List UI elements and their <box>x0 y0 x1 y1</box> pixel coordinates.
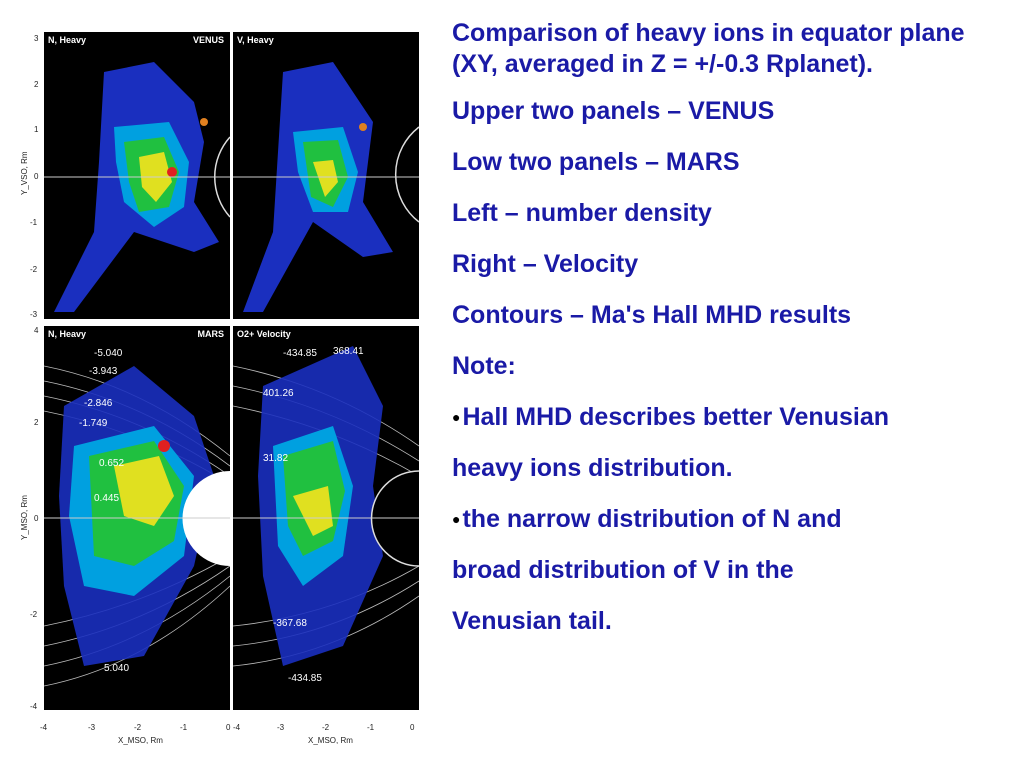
bullet-line <box>452 392 1012 443</box>
x-tick: -4 <box>233 723 241 732</box>
x-tick: 0 <box>226 723 231 732</box>
y-tick: 2 <box>34 418 39 427</box>
y-tick: -2 <box>30 265 38 274</box>
text-line: Right – Velocity <box>452 250 639 278</box>
venus-density-title: N, Heavy <box>48 35 87 45</box>
figure <box>0 0 440 767</box>
bullet-continuation: Venusian tail. <box>452 607 612 635</box>
contour-label: -2.846 <box>84 398 113 409</box>
venus-velocity-panel <box>233 32 419 319</box>
y-tick: 0 <box>34 172 39 181</box>
bullet-text: the narrow distribution of N and <box>462 505 842 533</box>
text-line: Low two panels – MARS <box>452 148 740 176</box>
contour-label: 5.040 <box>104 663 130 674</box>
text-line: Contours – Ma's Hall MHD results <box>452 301 852 329</box>
text-line: Left – number density <box>452 199 712 227</box>
text-line: Upper two panels – VENUS <box>452 97 775 125</box>
contour-label: 0.445 <box>94 493 120 504</box>
x-tick: 0 <box>410 723 415 732</box>
contour-label: 368.41 <box>333 346 364 357</box>
y-tick: 1 <box>34 125 39 134</box>
y-tick: 3 <box>34 34 39 43</box>
venus-density-map <box>44 32 230 319</box>
bullet-icon: ● <box>452 511 461 527</box>
contour-label: -3.943 <box>89 366 118 377</box>
x-tick: -1 <box>367 723 375 732</box>
venus-velocity-map <box>233 32 419 319</box>
x-tick: -3 <box>88 723 96 732</box>
mars-density-panel <box>44 326 230 710</box>
bullet-text: Hall MHD describes better Venusian <box>462 403 889 431</box>
x-tick: -4 <box>40 723 48 732</box>
venus-label: VENUS <box>192 35 224 45</box>
bullet-continuation: broad distribution of V in the <box>452 556 794 584</box>
mars-density-title: N, Heavy <box>48 329 87 339</box>
mars-y-axis-label: Y_MSO, Rm <box>20 495 29 540</box>
text-line: Note: <box>452 352 516 380</box>
contour-label: -434.85 <box>283 348 317 359</box>
x-axis-label-left: X_MSO, Rm <box>118 736 163 745</box>
contour-label: -367.68 <box>273 618 307 629</box>
mars-velocity-title: O2+ Velocity <box>237 329 291 339</box>
y-tick: 2 <box>34 80 39 89</box>
venus-velocity-title: V, Heavy <box>237 35 274 45</box>
contour-label: 401.26 <box>263 388 294 399</box>
slide-heading: Comparison of heavy ions in equator plane (XY, averaged in Z = +/-0.3 Rplanet). <box>452 19 965 78</box>
description-text <box>452 18 1012 647</box>
mars-velocity-panel <box>233 326 419 710</box>
y-tick: -3 <box>30 310 38 319</box>
bullet-continuation: heavy ions distribution. <box>452 454 733 482</box>
y-tick: 0 <box>34 514 39 523</box>
mars-velocity-map <box>233 326 419 710</box>
y-tick: 4 <box>34 326 39 335</box>
x-tick: -2 <box>322 723 330 732</box>
y-tick: -2 <box>30 610 38 619</box>
y-tick: -4 <box>30 702 38 711</box>
y-tick: -1 <box>30 218 38 227</box>
x-tick: -2 <box>134 723 142 732</box>
x-tick: -1 <box>180 723 188 732</box>
mars-density-map <box>44 326 230 710</box>
bullet-icon: ● <box>452 409 461 425</box>
bullet-line <box>452 494 1012 545</box>
mars-label: MARS <box>197 329 224 339</box>
venus-y-axis-label: Y_VSO, Rm <box>20 151 29 195</box>
contour-label: -1.749 <box>79 418 108 429</box>
contour-label: 0.652 <box>99 458 125 469</box>
contour-label: 31.82 <box>263 453 289 464</box>
x-tick: -3 <box>277 723 285 732</box>
venus-density-panel <box>44 32 230 319</box>
x-axis-label-right: X_MSO, Rm <box>308 736 353 745</box>
contour-label: -434.85 <box>288 673 322 684</box>
contour-label: -5.040 <box>94 348 123 359</box>
